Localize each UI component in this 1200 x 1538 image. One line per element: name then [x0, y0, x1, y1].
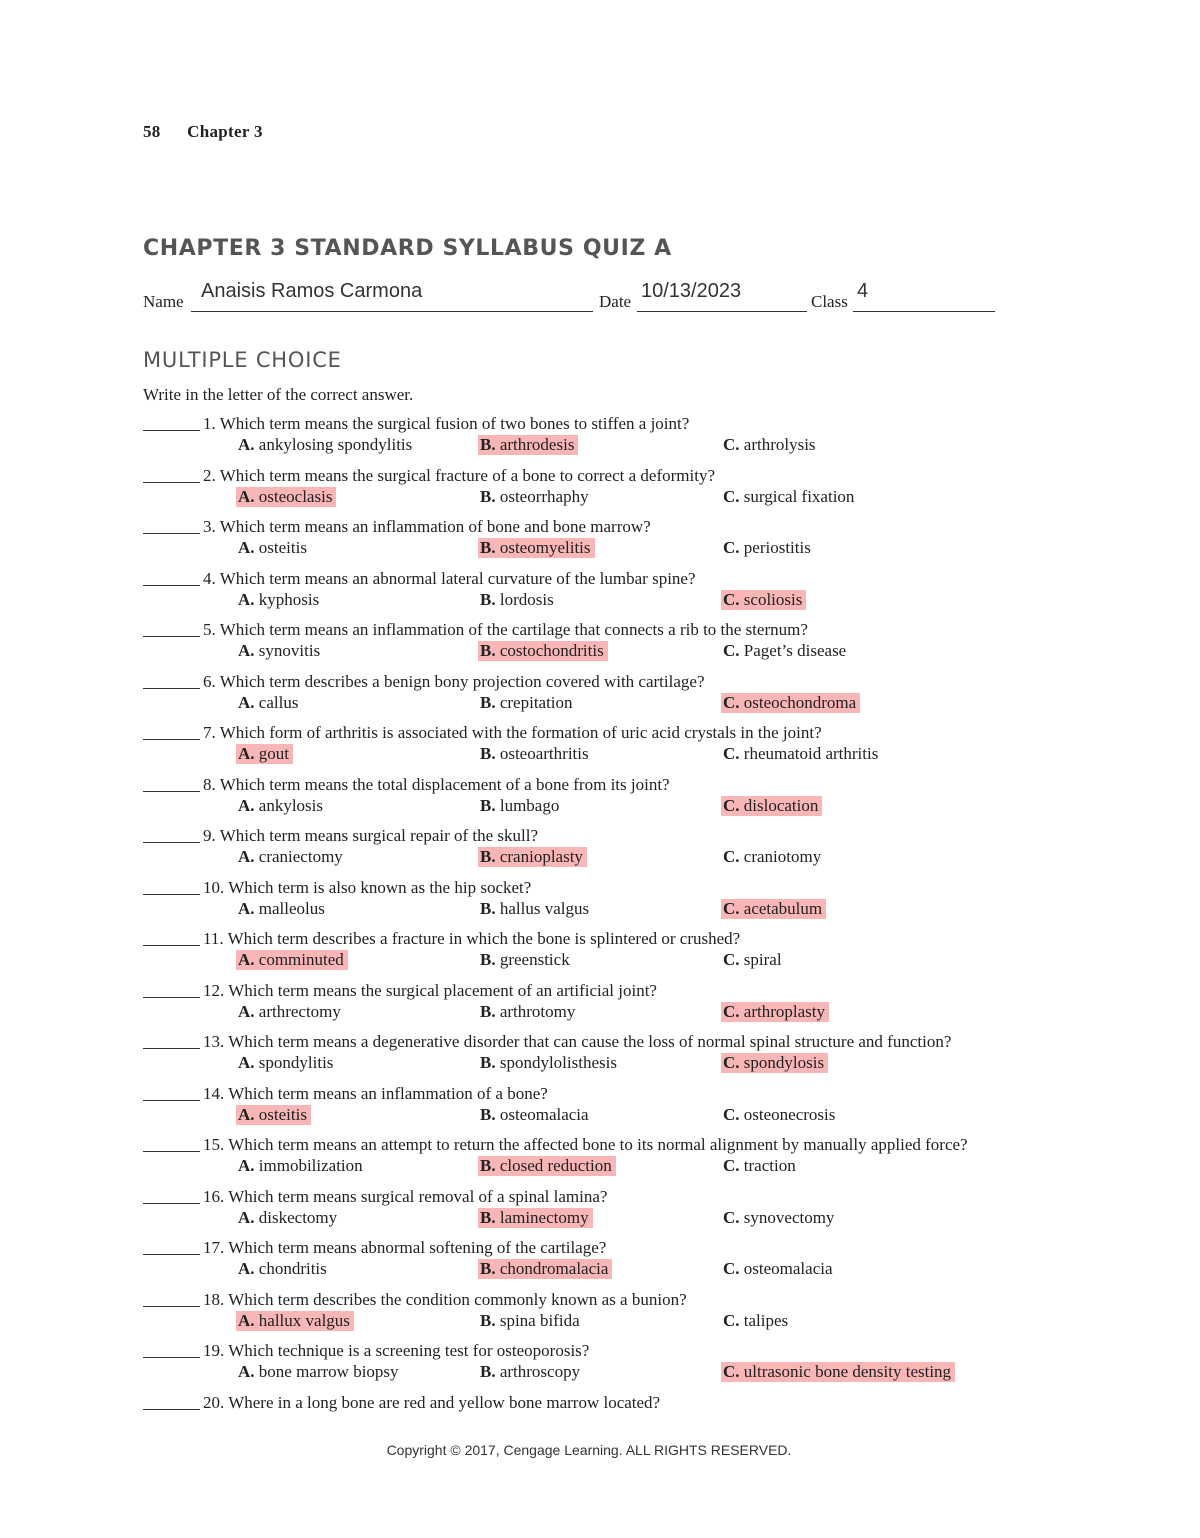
question-text: Which term means surgical removal of a spinal lamina?: [228, 1186, 608, 1206]
question-item: [143, 516, 1043, 568]
answer-blank[interactable]: [143, 636, 200, 637]
answer-option: [478, 1002, 579, 1022]
option-text: osteorrhaphy: [499, 486, 589, 506]
option-text: arthroscopy: [499, 1362, 581, 1381]
option-letter: A.: [238, 744, 255, 763]
answer-option: [478, 796, 563, 816]
answer-option: [236, 590, 323, 610]
question-stem: [203, 517, 651, 537]
question-number: 3.: [203, 517, 216, 536]
question-number: 15.: [203, 1135, 225, 1154]
question-text: Which term means the surgical fusion of two bones to stiffen a joint?: [219, 414, 690, 433]
option-letter: B.: [480, 435, 496, 454]
option-letter: A.: [238, 1104, 255, 1124]
option-text: arthroplasty: [743, 1001, 825, 1021]
option-letter: A.: [238, 641, 255, 660]
option-text: comminuted: [258, 950, 344, 969]
answer-blank[interactable]: [143, 1048, 200, 1049]
option-text: chondromalacia: [499, 1259, 609, 1278]
answer-option: [721, 538, 815, 558]
option-letter: C.: [723, 641, 740, 660]
answer-option: [236, 693, 302, 713]
question-stem: [203, 826, 538, 846]
question-item: [143, 671, 1043, 723]
answer-option: [478, 1053, 621, 1073]
option-text: osteoclasis: [258, 486, 333, 506]
option-text: diskectomy: [258, 1207, 338, 1227]
option-text: synovectomy: [743, 1207, 835, 1227]
question-item: [143, 1083, 1043, 1135]
option-letter: A.: [238, 589, 255, 609]
option-letter: B.: [480, 1207, 496, 1227]
option-text: surgical fixation: [743, 486, 855, 506]
option-text: costochondritis: [499, 641, 604, 660]
answer-blank[interactable]: [143, 739, 200, 740]
option-text: spondylolisthesis: [499, 1053, 617, 1072]
option-text: osteochondroma: [743, 692, 857, 712]
option-text: osteomalacia: [743, 1259, 833, 1278]
answer-option: [721, 1156, 800, 1176]
option-letter: A.: [238, 1053, 255, 1072]
answer-option: [721, 1105, 839, 1125]
option-letter: C.: [723, 1207, 740, 1227]
answer-blank[interactable]: [143, 1409, 200, 1410]
answer-option: [478, 693, 577, 713]
answer-option-highlighted: [478, 847, 587, 867]
option-text: crepitation: [499, 692, 573, 712]
option-text: ankylosing spondylitis: [258, 435, 413, 454]
question-item: [143, 928, 1043, 980]
question-text: Which term describes a fracture in which the bone is splintered or crushed?: [227, 929, 741, 948]
question-stem: [203, 414, 689, 434]
name-label: Name: [143, 292, 184, 311]
option-letter: C.: [723, 435, 740, 454]
question-stem: [203, 569, 696, 589]
option-text: spina bifida: [499, 1310, 580, 1330]
question-number: 16.: [203, 1186, 225, 1206]
option-text: traction: [743, 1156, 796, 1175]
question-stem: [203, 620, 808, 640]
question-stem: [203, 723, 822, 743]
answer-option-highlighted: [478, 1259, 612, 1279]
answer-option: [721, 744, 882, 764]
question-stem: [203, 672, 705, 692]
question-number: 14.: [203, 1083, 225, 1103]
option-letter: A.: [238, 435, 255, 454]
option-text: malleolus: [258, 898, 325, 918]
question-number: 13.: [203, 1032, 225, 1051]
answer-option: [721, 847, 825, 867]
answer-option: [236, 1259, 331, 1279]
answer-option-highlighted: [478, 1208, 593, 1228]
option-letter: B.: [480, 1001, 496, 1021]
option-text: craniectomy: [258, 847, 343, 866]
option-text: Paget’s disease: [743, 641, 847, 660]
option-letter: C.: [723, 1053, 740, 1072]
name-field-line[interactable]: [191, 311, 593, 312]
option-text: callus: [258, 692, 299, 712]
option-letter: B.: [480, 486, 496, 506]
question-number: 4.: [203, 568, 216, 588]
class-field[interactable]: 4: [857, 280, 869, 302]
answer-blank[interactable]: [143, 894, 200, 895]
answer-option-highlighted: [721, 693, 860, 713]
question-stem: [203, 878, 531, 898]
student-info-row: [143, 280, 1003, 316]
answer-option: [236, 538, 311, 558]
question-item: [143, 1186, 1043, 1238]
question-text: Which term means abnormal softening of the cartilage?: [228, 1238, 607, 1257]
option-letter: C.: [723, 1259, 740, 1278]
answer-option-highlighted: [721, 796, 822, 816]
option-text: osteoarthritis: [499, 744, 589, 763]
question-item: [143, 1134, 1043, 1186]
answer-blank[interactable]: [143, 1357, 200, 1358]
option-text: arthrodesis: [499, 435, 575, 454]
option-letter: A.: [238, 1310, 255, 1330]
question-stem: [203, 1032, 951, 1052]
question-number: 2.: [203, 465, 216, 485]
option-text: craniotomy: [743, 847, 822, 866]
option-letter: A.: [238, 795, 255, 815]
answer-option: [236, 847, 347, 867]
option-text: laminectomy: [499, 1207, 589, 1227]
answer-option: [236, 1156, 367, 1176]
answer-blank[interactable]: [143, 1306, 200, 1307]
question-item: [143, 413, 1043, 465]
option-letter: B.: [480, 950, 496, 969]
copyright: Copyright © 2017, Cengage Learning. ALL RIGHTS RESERVED.: [386, 1442, 792, 1458]
question-text: Which technique is a screening test for osteoporosis?: [228, 1341, 590, 1360]
answer-option: [721, 950, 786, 970]
date-field[interactable]: 10/13/2023: [641, 280, 742, 302]
running-head: [143, 122, 263, 142]
option-text: kyphosis: [258, 589, 320, 609]
question-item: [143, 877, 1043, 929]
question-text: Which term means an inflammation of a bone?: [228, 1083, 548, 1103]
question-stem: [203, 1341, 589, 1361]
class-label: Class: [811, 292, 848, 311]
answer-option: [478, 899, 593, 919]
option-letter: B.: [480, 641, 496, 660]
question-text: Which term means an inflammation of the cartilage that connects a rib to the sternum?: [219, 620, 808, 639]
option-letter: C.: [723, 898, 740, 918]
answer-option: [478, 487, 593, 507]
question-text: Which term means an abnormal lateral curvature of the lumbar spine?: [219, 568, 696, 588]
option-letter: C.: [723, 1156, 740, 1175]
answer-option: [721, 1208, 838, 1228]
option-letter: B.: [480, 1259, 496, 1278]
option-text: lumbago: [499, 795, 560, 815]
section-title: MULTIPLE CHOICE: [143, 348, 342, 372]
question-text: Which form of arthritis is associated with the formation of uric acid crystals in the joint?: [219, 723, 822, 742]
option-letter: A.: [238, 486, 255, 506]
question-text: Which term is also known as the hip socket?: [228, 877, 532, 897]
option-text: ultrasonic bone density testing: [743, 1362, 952, 1381]
question-number: 9.: [203, 826, 216, 845]
question-text: Which term describes the condition commonly known as a bunion?: [228, 1289, 687, 1309]
question-number: 17.: [203, 1238, 225, 1257]
answer-option: [478, 744, 593, 764]
option-text: rheumatoid arthritis: [743, 744, 879, 763]
option-letter: A.: [238, 950, 255, 969]
question-item: [143, 1031, 1043, 1083]
question-text: Which term means surgical repair of the skull?: [219, 826, 539, 845]
question-text: Which term means the surgical placement of an artificial joint?: [228, 980, 657, 1000]
question-number: 1.: [203, 414, 216, 433]
option-letter: C.: [723, 847, 740, 866]
answer-blank[interactable]: [143, 533, 200, 534]
option-letter: C.: [723, 589, 740, 609]
question-stem: [203, 466, 715, 486]
answer-option-highlighted: [721, 1053, 828, 1073]
option-text: cranioplasty: [499, 847, 583, 866]
option-text: talipes: [743, 1310, 789, 1330]
page-number: 58: [143, 122, 161, 141]
option-letter: C.: [723, 1310, 740, 1330]
option-letter: B.: [480, 744, 496, 763]
option-letter: A.: [238, 1001, 255, 1021]
question-item: [143, 465, 1043, 517]
answer-blank[interactable]: [143, 997, 200, 998]
question-stem: [203, 1187, 607, 1207]
option-letter: B.: [480, 1362, 496, 1381]
question-stem: [203, 1135, 968, 1155]
answer-option: [721, 641, 850, 661]
option-text: spiral: [743, 950, 782, 969]
question-number: 7.: [203, 723, 216, 742]
question-stem: [203, 775, 670, 795]
question-item: [143, 1237, 1043, 1289]
option-text: osteitis: [258, 1104, 307, 1124]
question-number: 12.: [203, 980, 225, 1000]
option-letter: B.: [480, 589, 496, 609]
answer-blank[interactable]: [143, 842, 200, 843]
answer-option-highlighted: [478, 641, 608, 661]
option-letter: B.: [480, 538, 496, 557]
instructions: Write in the letter of the correct answer.: [143, 385, 414, 404]
question-number: 11.: [203, 929, 224, 948]
option-letter: A.: [238, 1156, 255, 1175]
option-letter: C.: [723, 1001, 740, 1021]
answer-option-highlighted: [721, 1002, 829, 1022]
answer-option: [721, 487, 858, 507]
question-item: [143, 722, 1043, 774]
answer-option-highlighted: [721, 590, 806, 610]
answer-option-highlighted: [236, 950, 348, 970]
answer-option-highlighted: [478, 435, 578, 455]
option-letter: A.: [238, 1207, 255, 1227]
answer-option: [478, 950, 574, 970]
question-number: 5.: [203, 620, 216, 639]
question-text: Which term means an attempt to return the affected bone to its normal alignment by manually applied force?: [228, 1135, 968, 1154]
option-text: bone marrow biopsy: [258, 1362, 399, 1381]
name-field[interactable]: Anaisis Ramos Carmona: [201, 280, 423, 302]
answer-option: [236, 1053, 337, 1073]
answer-option-highlighted: [478, 538, 595, 558]
option-letter: C.: [723, 744, 740, 763]
option-letter: B.: [480, 1310, 496, 1330]
option-letter: A.: [238, 538, 255, 557]
option-letter: B.: [480, 795, 496, 815]
question-item: [143, 619, 1043, 671]
option-text: arthrectomy: [258, 1001, 341, 1021]
answer-blank[interactable]: [143, 1151, 200, 1152]
option-letter: B.: [480, 1104, 496, 1124]
option-text: dislocation: [743, 795, 819, 815]
answer-option: [236, 641, 324, 661]
question-item: [143, 1340, 1043, 1392]
question-number: 6.: [203, 671, 216, 691]
quiz-title: CHAPTER 3 STANDARD SYLLABUS QUIZ A: [143, 236, 672, 261]
question-text: Which term means an inflammation of bone and bone marrow?: [219, 517, 651, 536]
answer-option-highlighted: [721, 899, 826, 919]
question-number: 19.: [203, 1341, 225, 1360]
answer-option: [236, 796, 327, 816]
answer-blank[interactable]: [143, 791, 200, 792]
class-field-line[interactable]: [853, 311, 995, 312]
option-text: immobilization: [258, 1156, 363, 1175]
answer-option-highlighted: [236, 1105, 311, 1125]
date-label: Date: [599, 292, 632, 311]
question-text: Which term describes a benign bony projection covered with cartilage?: [219, 671, 705, 691]
option-text: osteomyelitis: [499, 538, 591, 557]
option-letter: B.: [480, 847, 496, 866]
question-number: 10.: [203, 877, 225, 897]
date-field-line[interactable]: [637, 311, 807, 312]
option-letter: A.: [238, 1362, 255, 1381]
option-text: lordosis: [499, 589, 554, 609]
answer-option: [478, 590, 558, 610]
answer-blank[interactable]: [143, 945, 200, 946]
question-stem: [203, 1084, 548, 1104]
answer-blank[interactable]: [143, 1203, 200, 1204]
option-letter: C.: [723, 692, 740, 712]
option-letter: A.: [238, 847, 255, 866]
answer-option-highlighted: [236, 487, 336, 507]
answer-option: [478, 1362, 584, 1382]
answer-option: [236, 1208, 341, 1228]
option-letter: C.: [723, 1104, 740, 1124]
answer-option-highlighted: [478, 1156, 616, 1176]
option-text: hallux valgus: [258, 1310, 350, 1330]
answer-blank[interactable]: [143, 1100, 200, 1101]
option-letter: A.: [238, 1259, 255, 1278]
question-stem: [203, 1238, 606, 1258]
option-letter: B.: [480, 898, 496, 918]
question-number: 18.: [203, 1289, 225, 1309]
answer-option: [236, 435, 416, 455]
option-letter: C.: [723, 1362, 740, 1381]
answer-option: [721, 1311, 792, 1331]
question-stem: [203, 981, 657, 1001]
answer-blank[interactable]: [143, 585, 200, 586]
option-letter: C.: [723, 795, 740, 815]
option-letter: A.: [238, 692, 255, 712]
answer-option: [721, 435, 820, 455]
question-text: Where in a long bone are red and yellow bone marrow located?: [228, 1392, 661, 1412]
option-letter: A.: [238, 898, 255, 918]
question-stem: [203, 1290, 687, 1310]
option-text: scoliosis: [743, 589, 803, 609]
question-number: 8.: [203, 774, 216, 794]
answer-option: [478, 1105, 593, 1125]
option-text: arthrolysis: [743, 435, 816, 454]
question-stem: [203, 1393, 660, 1413]
option-text: ankylosis: [258, 795, 324, 815]
option-text: spondylitis: [258, 1053, 334, 1072]
question-item: [143, 568, 1043, 620]
answer-blank[interactable]: [143, 688, 200, 689]
question-text: Which term means a degenerative disorder that can cause the loss of normal spinal structure and function?: [228, 1032, 952, 1051]
option-letter: B.: [480, 692, 496, 712]
question-item: [143, 1392, 1043, 1444]
option-letter: C.: [723, 486, 740, 506]
option-text: chondritis: [258, 1259, 327, 1278]
question-item: [143, 774, 1043, 826]
question-text: Which term means the surgical fracture of a bone to correct a deformity?: [219, 465, 716, 485]
option-text: periostitis: [743, 538, 811, 557]
answer-option: [721, 1259, 837, 1279]
option-text: spondylosis: [743, 1053, 825, 1072]
option-letter: B.: [480, 1053, 496, 1072]
question-text: Which term means the total displacement of a bone from its joint?: [219, 774, 670, 794]
answer-option: [236, 1002, 345, 1022]
option-letter: B.: [480, 1156, 496, 1175]
question-list: [143, 413, 1043, 1443]
answer-option: [478, 1311, 584, 1331]
option-letter: C.: [723, 950, 740, 969]
option-text: arthrotomy: [499, 1001, 576, 1021]
answer-option-highlighted: [236, 1311, 354, 1331]
answer-blank[interactable]: [143, 430, 200, 431]
option-text: greenstick: [499, 950, 570, 969]
question-item: [143, 825, 1043, 877]
option-text: closed reduction: [499, 1156, 612, 1175]
answer-option-highlighted: [721, 1362, 955, 1382]
question-stem: [203, 929, 740, 949]
answer-option-highlighted: [236, 744, 293, 764]
option-text: osteonecrosis: [743, 1104, 836, 1124]
option-text: synovitis: [258, 641, 321, 660]
chapter-label: Chapter 3: [187, 122, 263, 141]
option-text: osteomalacia: [499, 1104, 589, 1124]
option-text: acetabulum: [743, 898, 823, 918]
question-item: [143, 1289, 1043, 1341]
question-item: [143, 980, 1043, 1032]
option-letter: C.: [723, 538, 740, 557]
answer-blank[interactable]: [143, 1254, 200, 1255]
answer-blank[interactable]: [143, 482, 200, 483]
option-text: hallus valgus: [499, 898, 590, 918]
option-text: gout: [258, 744, 290, 763]
answer-option: [236, 899, 329, 919]
answer-option: [236, 1362, 403, 1382]
option-text: osteitis: [258, 538, 307, 557]
question-number: 20.: [203, 1392, 225, 1412]
